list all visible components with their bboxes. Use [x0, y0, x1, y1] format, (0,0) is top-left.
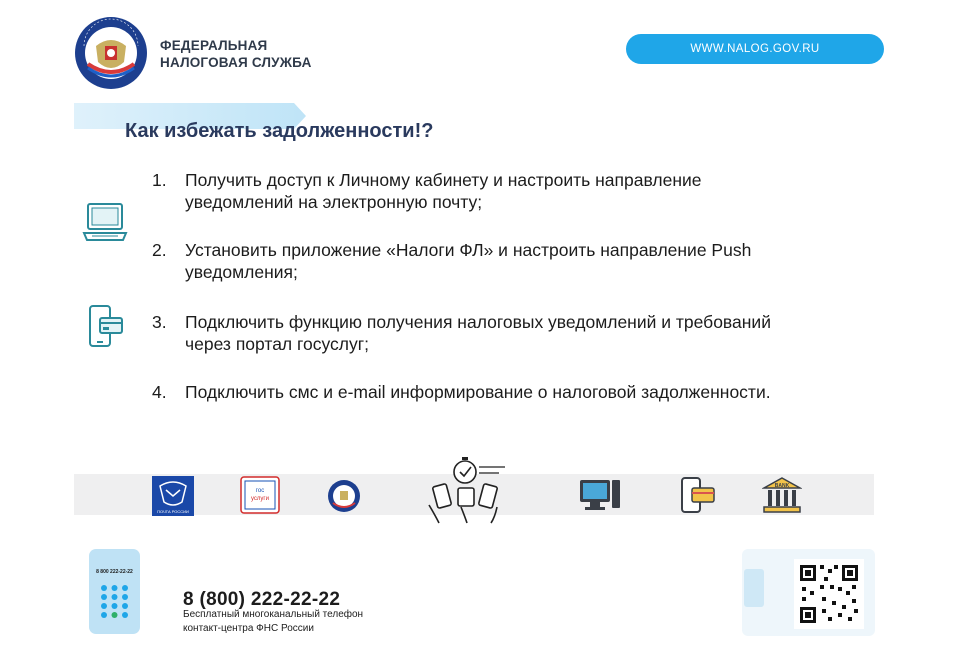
hotline-description	[183, 608, 363, 636]
list-item-text: через портал госуслуг;	[185, 334, 369, 354]
org-name-line1: ФЕДЕРАЛЬНАЯ	[160, 38, 268, 53]
hotline-desc-line2: контакт-центра ФНС России	[183, 623, 314, 634]
qr-code-panel[interactable]	[742, 549, 875, 636]
phone-screen-number: 8 800 222-22-22	[96, 569, 133, 575]
bank-icon	[762, 476, 802, 514]
list-item-text: Установить приложение «Налоги ФЛ» и настроить направление Push	[185, 240, 752, 260]
hotline-desc-line1: Бесплатный многоканальный телефон	[183, 609, 364, 620]
list-item-number: 2.	[152, 240, 167, 260]
org-name-line2: НАЛОГОВАЯ СЛУЖБА	[160, 55, 312, 70]
list-item-text: Получить доступ к Личному кабинету и настроить направление	[185, 170, 702, 190]
laptop-icon	[82, 201, 128, 243]
gosuslugi-logo	[240, 476, 280, 514]
list-item-text: уведомления;	[185, 262, 298, 282]
phone-card-icon	[86, 304, 126, 350]
list-item	[152, 381, 872, 403]
gos-text: гос	[255, 488, 265, 494]
russian-post-logo	[152, 476, 194, 516]
org-name	[160, 37, 312, 71]
list-item-text: уведомлений на электронную почту;	[185, 192, 483, 212]
list-item-number: 3.	[152, 312, 167, 332]
hands-devices-icon	[425, 455, 507, 525]
list-item-number: 1.	[152, 170, 167, 190]
page-title: Как избежать задолженности!?	[125, 120, 434, 142]
hotline-number[interactable]: 8 (800) 222-22-22	[183, 589, 341, 610]
phone-graphic	[88, 548, 141, 635]
fns-emblem-logo	[74, 16, 148, 90]
list-item-number: 4.	[152, 382, 167, 402]
website-link[interactable]: WWW.NALOG.GOV.RU	[626, 34, 884, 64]
phone-card-icon	[680, 476, 716, 514]
uslugi-text: услуги	[251, 496, 269, 502]
list-item	[152, 239, 872, 283]
list-item	[152, 311, 872, 355]
list-item	[152, 169, 872, 213]
computer-icon	[578, 476, 622, 514]
list-item-text: Подключить смс и e-mail информирование о налоговой задолженности.	[185, 382, 771, 402]
list-item-text: Подключить функцию получения налоговых уведомлений и требований	[185, 312, 771, 332]
fns-logo	[327, 479, 361, 515]
post-logo-text: ПОЧТА РОССИИ	[157, 509, 189, 514]
bank-text: BANK	[774, 483, 790, 489]
